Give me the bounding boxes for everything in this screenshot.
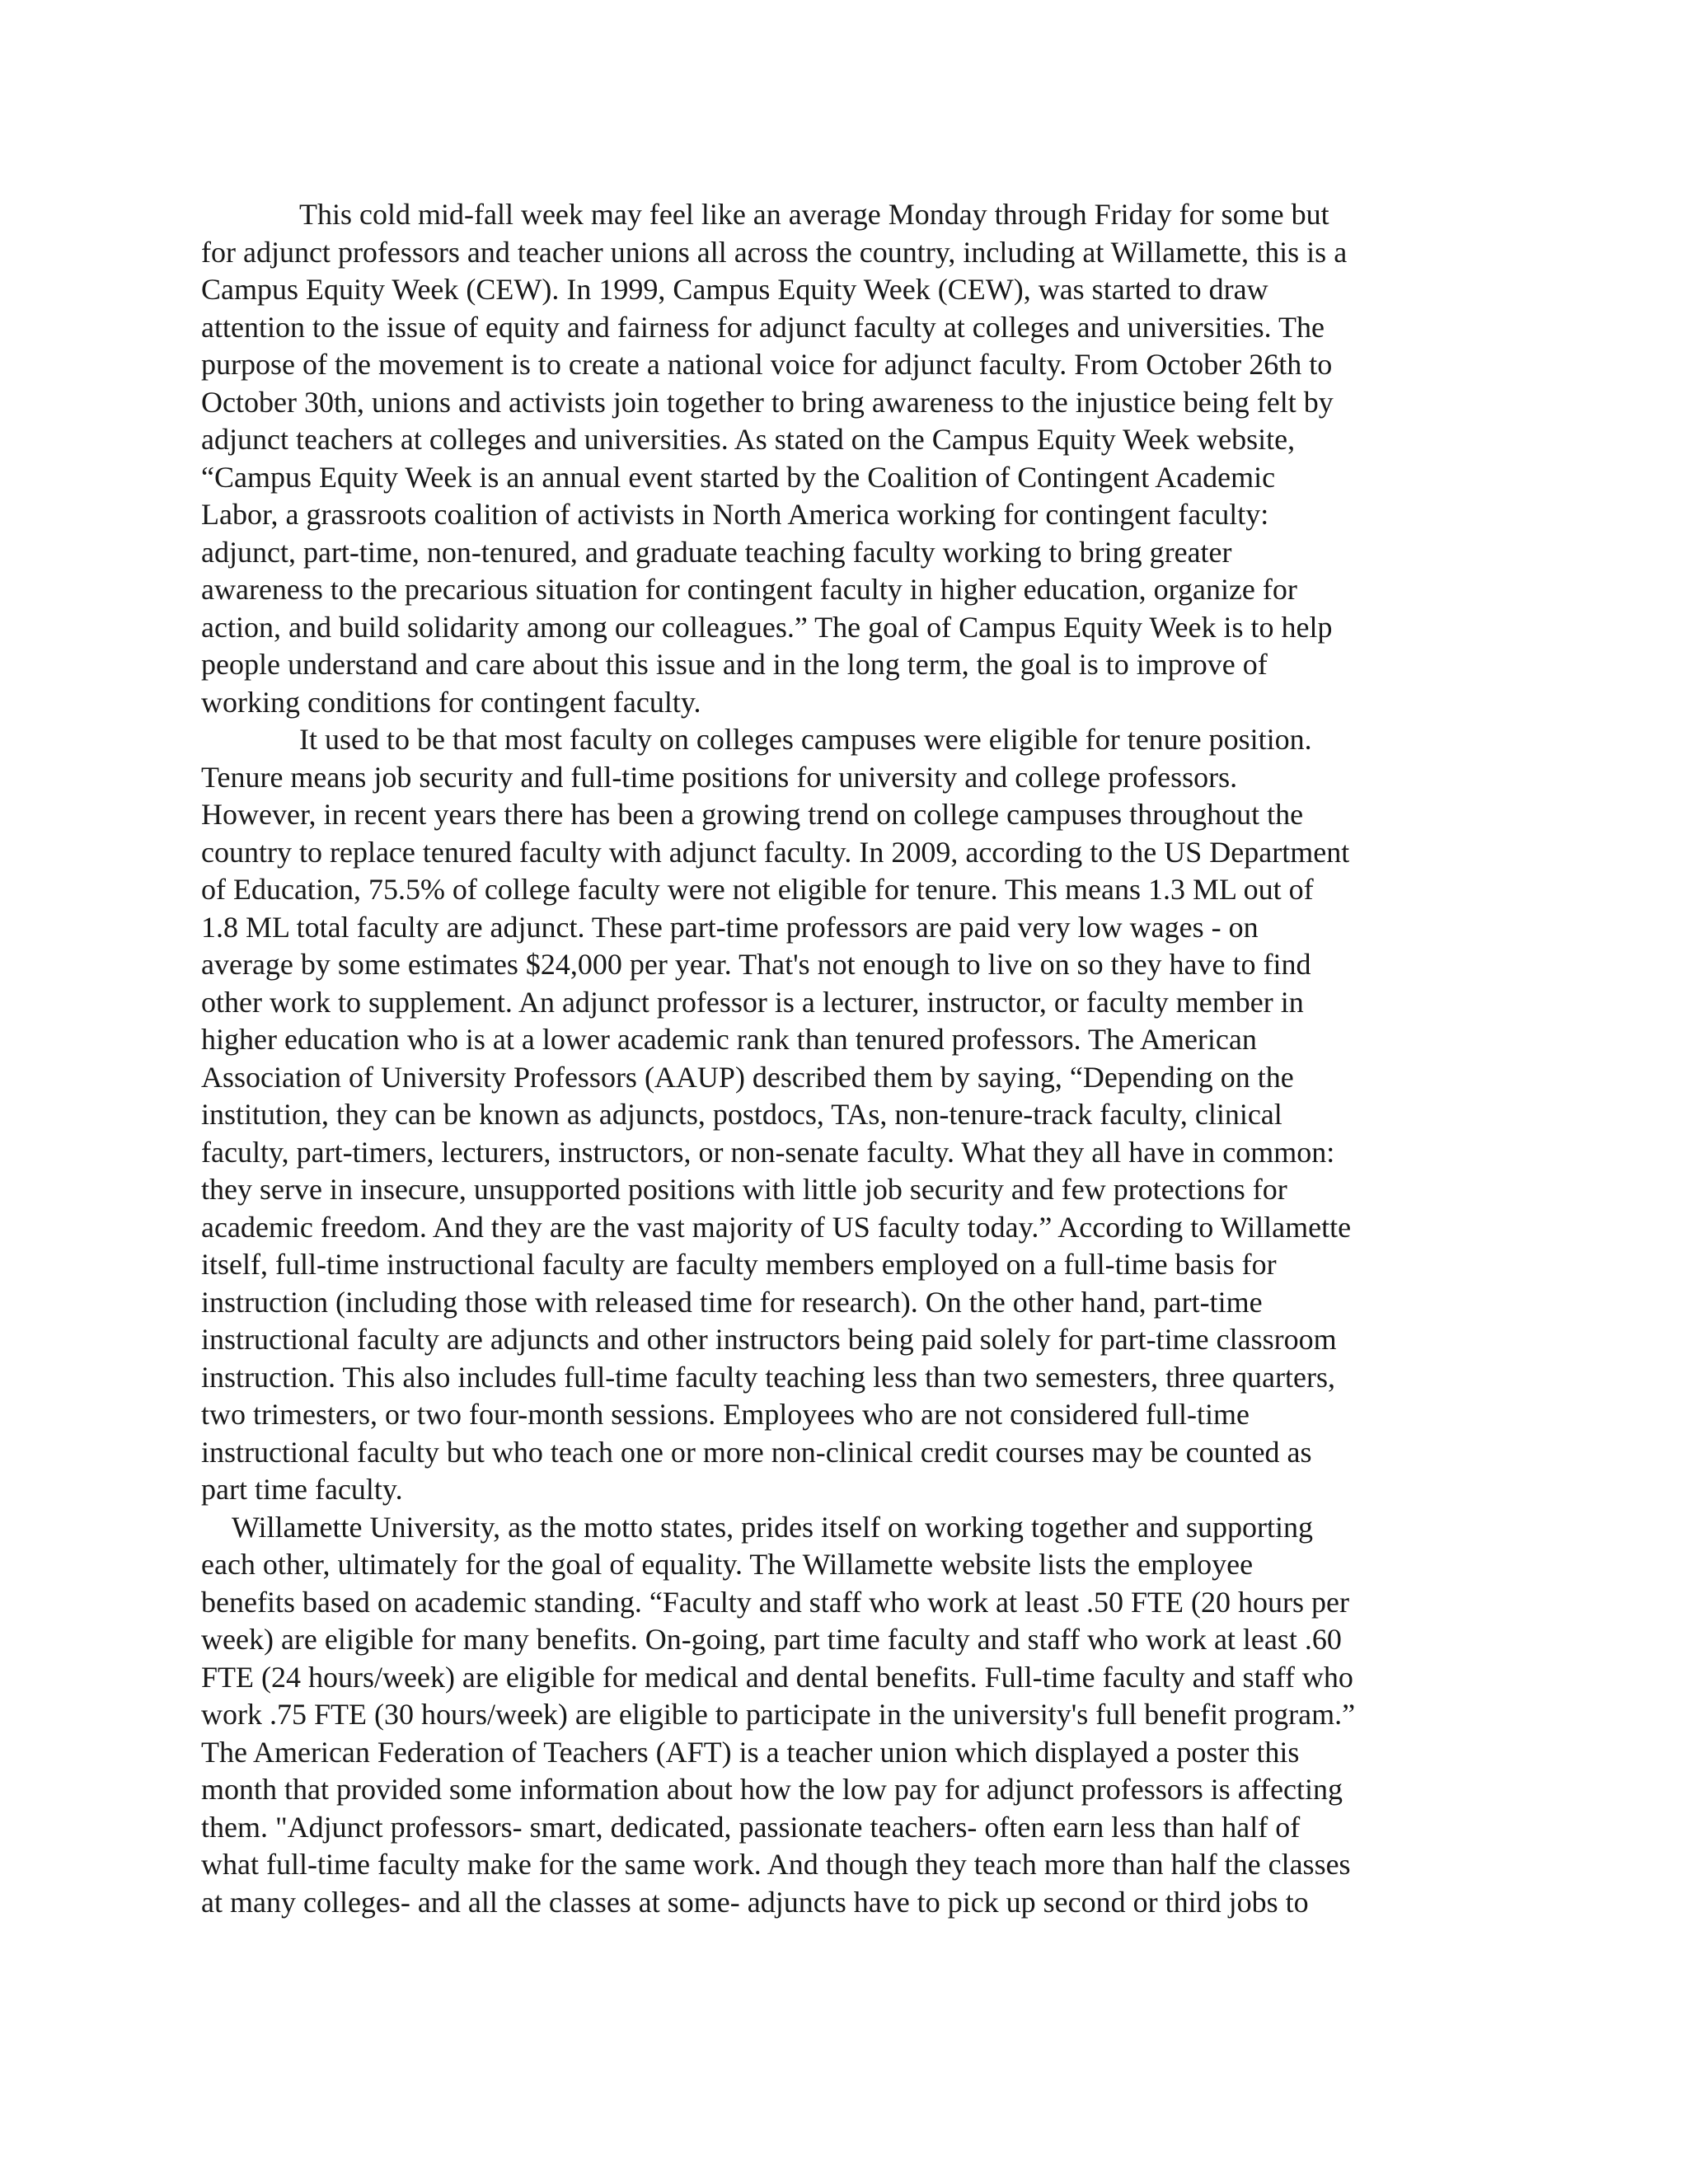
text-line: higher education who is at a lower academic rank than tenured professors. The American (201, 1023, 1257, 1056)
text-line: working conditions for contingent faculty. (201, 685, 701, 719)
text-line: adjunct, part-time, non-tenured, and graduate teaching faculty working to bring greater (201, 535, 1232, 569)
text-line: attention to the issue of equity and fairness for adjunct faculty at colleges and universities. The (201, 310, 1325, 344)
text-line: This cold mid-fall week may feel like an average Monday through Friday for some but (299, 198, 1329, 231)
text-line: them. "Adjunct professors- smart, dedicated, passionate teachers- often earn less than half of (201, 1810, 1301, 1844)
text-line: action, and build solidarity among our colleagues.” The goal of Campus Equity Week is to help (201, 610, 1333, 644)
text-line: what full-time faculty make for the same work. And though they teach more than half the classes (201, 1848, 1351, 1881)
text-line: people understand and care about this issue and in the long term, the goal is to improve of (201, 648, 1268, 681)
text-line: faculty, part-timers, lecturers, instructors, or non-senate faculty. What they all have in common: (201, 1135, 1335, 1169)
text-line: other work to supplement. An adjunct professor is a lecturer, instructor, or faculty member in (201, 985, 1304, 1019)
text-line: “Campus Equity Week is an annual event started by the Coalition of Contingent Academic (201, 460, 1276, 494)
text-line: each other, ultimately for the goal of equality. The Willamette website lists the employee (201, 1548, 1254, 1581)
text-line: awareness to the precarious situation for contingent faculty in higher education, organize for (201, 573, 1297, 606)
paragraph-3 (201, 1509, 1487, 1922)
text-line: purpose of the movement is to create a national voice for adjunct faculty. From October 26th to (201, 348, 1333, 381)
text-line: 1.8 ML total faculty are adjunct. These part-time professors are paid very low wages - on (201, 910, 1259, 944)
text-line: work .75 FTE (30 hours/week) are eligible to participate in the university's full benefit program.” (201, 1698, 1356, 1731)
paragraph-1 (201, 196, 1487, 721)
text-line: week) are eligible for many benefits. On-going, part time faculty and staff who work at least .60 (201, 1623, 1342, 1656)
text-line: benefits based on academic standing. “Faculty and staff who work at least .50 FTE (20 hours per (201, 1585, 1349, 1619)
text-line: It used to be that most faculty on colleges campuses were eligible for tenure position. (299, 723, 1312, 756)
text-line: month that provided some information about how the low pay for adjunct professors is affecting (201, 1773, 1343, 1806)
text-line: at many colleges- and all the classes at some- adjuncts have to pick up second or third jobs to (201, 1885, 1309, 1919)
text-line: for adjunct professors and teacher unions all across the country, including at Willamette, this is a (201, 235, 1348, 269)
text-line: instructional faculty are adjuncts and other instructors being paid solely for part-time classroom (201, 1323, 1337, 1356)
text-line: instruction (including those with released time for research). On the other hand, part-time (201, 1285, 1263, 1319)
text-line: FTE (24 hours/week) are eligible for medical and dental benefits. Full-time faculty and staff who (201, 1660, 1353, 1694)
text-line: Campus Equity Week (CEW). In 1999, Campus Equity Week (CEW), was started to draw (201, 273, 1268, 306)
text-line: two trimesters, or two four-month sessions. Employees who are not considered full-time (201, 1398, 1250, 1431)
text-line: The American Federation of Teachers (AFT) is a teacher union which displayed a poster this (201, 1735, 1300, 1769)
text-line: However, in recent years there has been a growing trend on college campuses throughout the (201, 798, 1304, 831)
paragraph-2 (201, 721, 1487, 1509)
text-line: of Education, 75.5% of college faculty were not eligible for tenure. This means 1.3 ML out of (201, 873, 1314, 906)
text-line: Willamette University, as the motto states, prides itself on working together and supporting (232, 1510, 1313, 1544)
text-line: average by some estimates $24,000 per year. That's not enough to live on so they have to find (201, 948, 1311, 981)
text-line: academic freedom. And they are the vast majority of US faculty today.” According to Willamette (201, 1210, 1352, 1244)
body-text (201, 196, 1487, 1921)
text-line: Association of University Professors (AAUP) described them by saying, “Depending on the (201, 1060, 1294, 1094)
text-line: they serve in insecure, unsupported positions with little job security and few protections for (201, 1173, 1287, 1206)
text-line: October 30th, unions and activists join together to bring awareness to the injustice being felt by (201, 385, 1334, 419)
text-line: itself, full-time instructional faculty are faculty members employed on a full-time basis for (201, 1248, 1277, 1281)
text-line: institution, they can be known as adjuncts, postdocs, TAs, non-tenure-track faculty, clinical (201, 1098, 1282, 1131)
text-line: instructional faculty but who teach one or more non-clinical credit courses may be counted as (201, 1435, 1312, 1469)
text-line: country to replace tenured faculty with adjunct faculty. In 2009, according to the US Department (201, 835, 1350, 869)
text-line: Labor, a grassroots coalition of activists in North America working for contingent faculty: (201, 498, 1269, 531)
text-line: instruction. This also includes full-time faculty teaching less than two semesters, three quarters, (201, 1360, 1335, 1394)
text-line: part time faculty. (201, 1473, 403, 1506)
text-line: adjunct teachers at colleges and universities. As stated on the Campus Equity Week website, (201, 423, 1296, 456)
text-line: Tenure means job security and full-time positions for university and college professors. (201, 760, 1238, 794)
